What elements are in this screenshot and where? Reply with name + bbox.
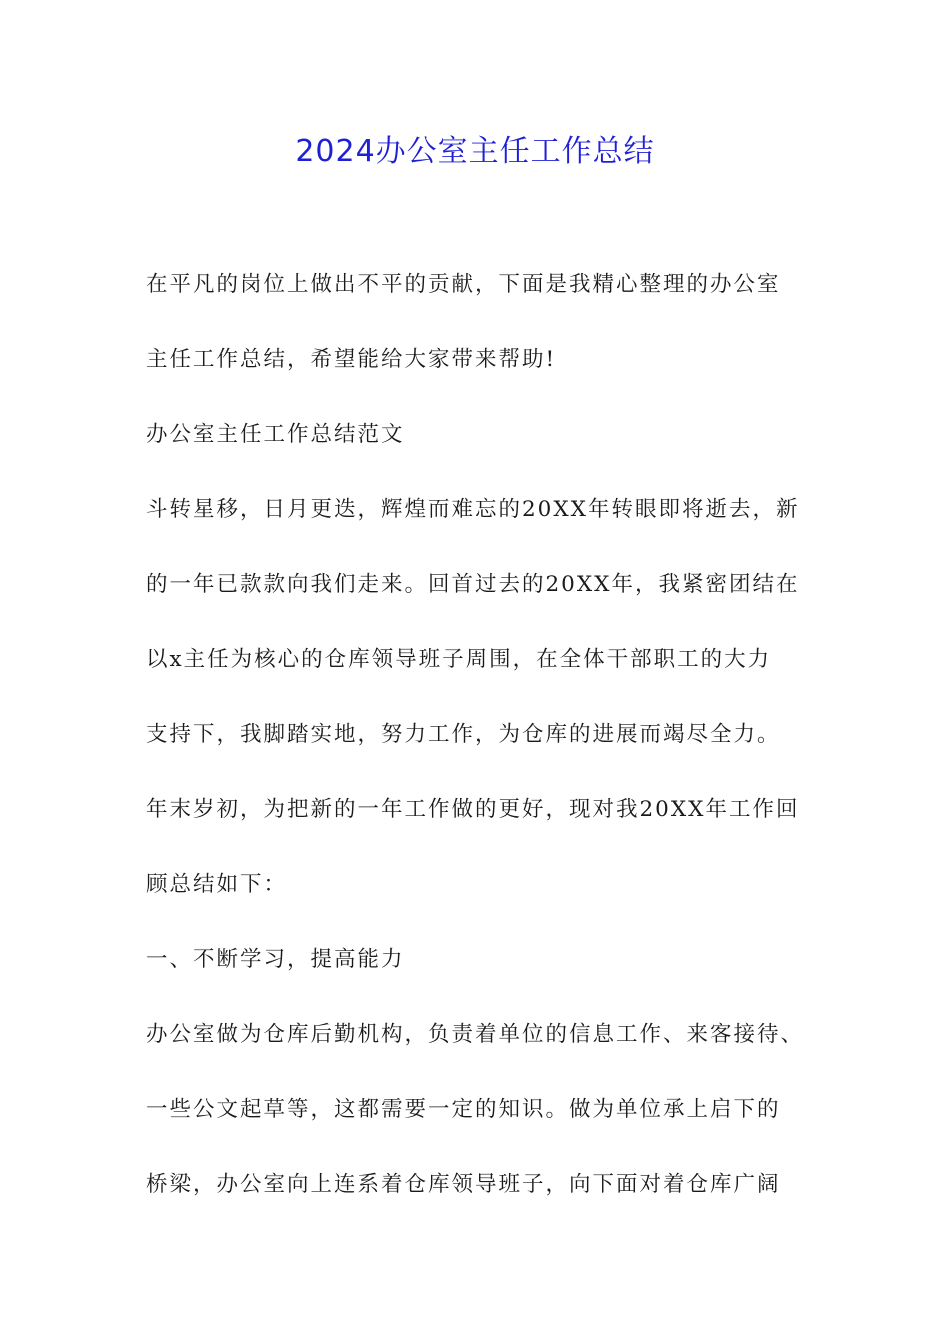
body-line: 斗转星移，日月更迭，辉煌而难忘的20XX年转眼即将逝去，新 <box>146 497 800 522</box>
document-title: 2024办公室主任工作总结 <box>295 134 655 169</box>
intro-line-2: 主任工作总结，希望能给大家带来帮助! <box>146 347 557 372</box>
body-line: 一些公文起草等，这都需要一定的知识。做为单位承上启下的 <box>146 1097 781 1122</box>
body-line: 支持下，我脚踏实地，努力工作，为仓库的进展而竭尽全力。 <box>146 722 781 747</box>
section-heading-sample: 办公室主任工作总结范文 <box>146 422 405 447</box>
body-line: 桥梁，办公室向上连系着仓库领导班子，向下面对着仓库广阔 <box>146 1172 781 1197</box>
body-line: 以x主任为核心的仓库领导班子周围，在全体干部职工的大力 <box>146 647 772 672</box>
intro-line-1: 在平凡的岗位上做出不平的贡献，下面是我精心整理的办公室 <box>146 272 781 297</box>
body-line: 的一年已款款向我们走来。回首过去的20XX年，我紧密团结在 <box>146 572 800 597</box>
body-line: 顾总结如下： <box>146 872 288 897</box>
body-line: 年末岁初，为把新的一年工作做的更好，现对我20XX年工作回 <box>146 797 800 822</box>
section-heading-1: 一、不断学习，提高能力 <box>146 947 405 972</box>
body-line: 办公室做为仓库后勤机构，负责着单位的信息工作、来客接待、 <box>146 1022 805 1047</box>
